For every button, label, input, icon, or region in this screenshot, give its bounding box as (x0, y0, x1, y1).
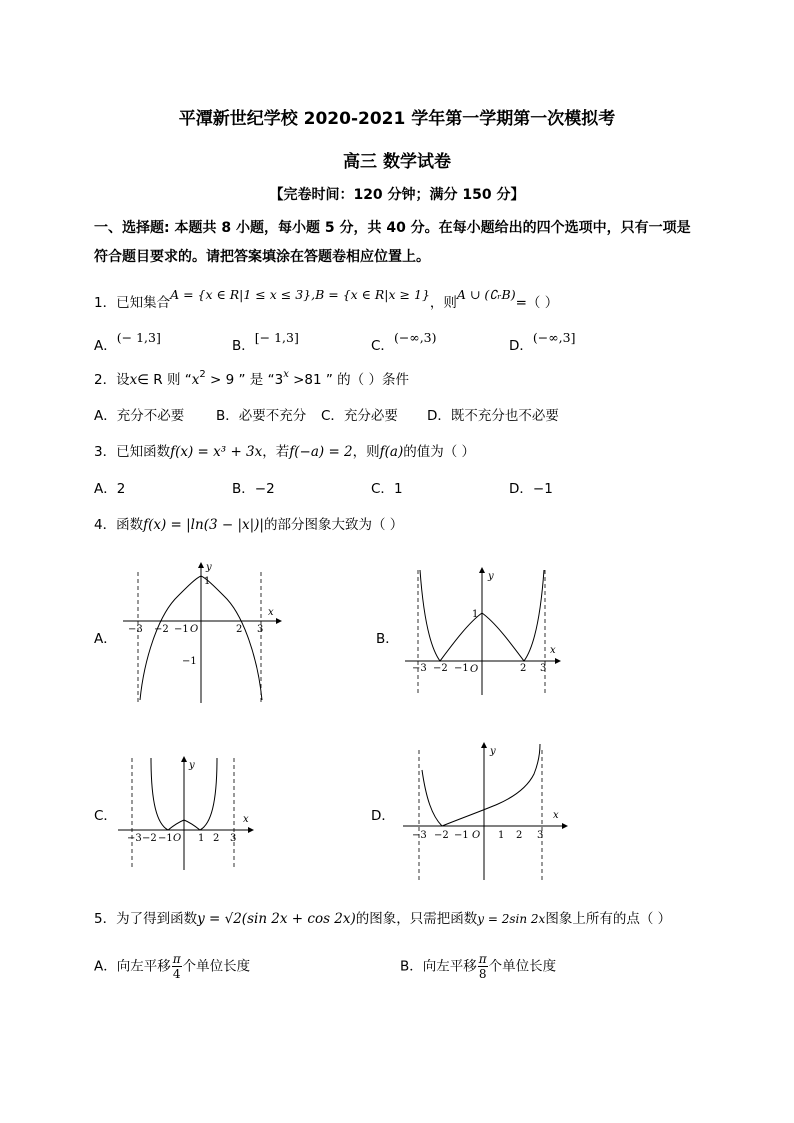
question-number: 2． (94, 372, 117, 388)
axis-x-label: x (268, 607, 274, 618)
axis-y-label: y (189, 760, 195, 771)
graph-option-d-label[interactable]: D． (371, 808, 395, 824)
option-b[interactable]: B．[− 1,3] (232, 330, 299, 354)
math-expression: A = {x ∈ R|1 ≤ x ≤ 3},B = {x ∈ R|x ≥ 1} (170, 287, 430, 302)
option-b[interactable]: B．必要不充分 (216, 408, 307, 424)
y-axis-arrow (479, 567, 485, 573)
fraction: $\frac{\pi}{4}$ (172, 952, 181, 981)
graph-a[interactable] (118, 560, 283, 705)
question-3: 3．已知函数f(x) = x³ + 3x，若f(−a) = 2，则f(a)的值为（ ） (94, 444, 476, 460)
question-5: 5．为了得到函数y = √2(sin 2x + cos 2x)的图象，只需把函数y = 2sin 2x图象上所有的点（ ） (94, 911, 672, 927)
exam-title: 平潭新世纪学校 2020-2021 学年第一学期第一次模拟考 (178, 109, 616, 129)
time-note: 【完卷时间：120 分钟；满分 150 分】 (269, 187, 525, 203)
question-4: 4．函数f(x) = |ln(3 − |x|)|的部分图象大致为（ ） (94, 517, 404, 533)
x-axis-arrow (276, 618, 282, 624)
exam-subtitle: 高三 数学试卷 (343, 152, 451, 172)
graph-d[interactable] (398, 738, 570, 883)
fraction: $\frac{\pi}{8}$ (478, 952, 487, 981)
option-a[interactable]: A．充分不必要 (94, 408, 185, 424)
option-a[interactable]: A．2 (94, 481, 126, 497)
option-value: (− 1,3] (116, 330, 161, 345)
option-a[interactable]: A．向左平移 $\frac{\pi}{4}$ 个单位长度 (94, 952, 251, 981)
question-number: 3． (94, 444, 117, 460)
question-text: 已知集合 (116, 295, 171, 311)
tick-label: 3 (257, 624, 264, 635)
option-d[interactable]: D．既不充分也不必要 (427, 408, 559, 424)
question-number: 1． (94, 295, 117, 311)
tick-label: −3 (128, 624, 143, 635)
tick-label: −2 (142, 833, 157, 844)
axis-x-label: x (550, 645, 556, 656)
tick-label: 1 (472, 609, 479, 620)
axis-x-label: x (553, 810, 559, 821)
origin-label: O (470, 664, 479, 675)
graph-c[interactable] (113, 748, 258, 873)
option-c[interactable]: C．(−∞,3) (371, 330, 437, 354)
question-number: 5． (94, 911, 117, 927)
x-axis-arrow (555, 658, 561, 664)
graph-c-svg (113, 748, 258, 873)
y-axis-arrow (481, 742, 487, 748)
tick-label: −1 (454, 830, 469, 841)
option-a[interactable]: A．(− 1,3] (94, 330, 161, 354)
tick-label: −1 (158, 833, 173, 844)
axis-y-label: y (206, 562, 212, 573)
tick-label: 3 (537, 830, 544, 841)
y-axis-arrow (198, 562, 204, 568)
option-b[interactable]: B．向左平移 $\frac{\pi}{8}$ 个单位长度 (400, 952, 557, 981)
question-1 (94, 287, 559, 311)
tick-label: −3 (412, 663, 427, 674)
tick-label: 2 (516, 830, 523, 841)
tick-label: −3 (412, 830, 427, 841)
tick-label: 1 (198, 833, 205, 844)
tick-label: 2 (236, 624, 243, 635)
graph-option-c-label[interactable]: C． (94, 808, 117, 824)
origin-label: O (472, 830, 481, 841)
tick-label: −2 (433, 663, 448, 674)
question-2: 2．设x∈ R 则 “$x^2 > 9$ ” 是 “$3^x >81$ ” 的（ ）条件 (94, 369, 409, 388)
x-axis-arrow (562, 823, 568, 829)
graph-a-svg (118, 560, 283, 705)
tick-label: −3 (127, 833, 142, 844)
tick-label: 3 (540, 663, 547, 674)
option-b[interactable]: B．−2 (232, 481, 275, 497)
section-intro-line2: 符合题目要求的。请把答案填涂在答题卷相应位置上。 (94, 249, 430, 265)
math-expression: A ∪ (∁ᵣB) (456, 287, 516, 302)
tick-label: −1 (182, 656, 197, 667)
option-value: (−∞,3] (532, 330, 576, 345)
option-value: (−∞,3) (393, 330, 437, 345)
curve (422, 744, 540, 826)
graph-option-a-label[interactable]: A． (94, 631, 117, 647)
tick-label: 1 (204, 576, 211, 587)
axis-y-label: y (488, 571, 494, 582)
tick-label: −2 (434, 830, 449, 841)
tick-label: 2 (520, 663, 527, 674)
option-c[interactable]: C．充分必要 (321, 408, 398, 424)
axis-y-label: y (490, 746, 496, 757)
tick-label: 2 (213, 833, 220, 844)
graph-d-svg (398, 738, 570, 883)
origin-label: O (190, 624, 199, 635)
origin-label: O (173, 833, 182, 844)
option-d[interactable]: D．−1 (509, 481, 553, 497)
axis-x-label: x (243, 814, 249, 825)
graph-b-svg (400, 565, 565, 700)
tick-label: 1 (498, 830, 505, 841)
graph-b[interactable] (400, 565, 565, 700)
question-text: =（ ） (515, 295, 559, 311)
question-number: 4． (94, 517, 117, 533)
tick-label: 3 (230, 833, 237, 844)
x-axis-arrow (248, 827, 254, 833)
option-d[interactable]: D．(−∞,3] (509, 330, 576, 354)
question-text: ，则 (429, 295, 457, 311)
graph-option-b-label[interactable]: B． (376, 631, 399, 647)
tick-label: −2 (154, 624, 169, 635)
tick-label: −1 (454, 663, 469, 674)
tick-label: −1 (174, 624, 189, 635)
option-value: [− 1,3] (254, 330, 299, 345)
y-axis-arrow (181, 756, 187, 762)
option-c[interactable]: C．1 (371, 481, 403, 497)
section-intro-line1: 一、选择题: 本题共 8 小题，每小题 5 分，共 40 分。在每小题给出的四个选项中，只有一项是 (94, 220, 691, 236)
